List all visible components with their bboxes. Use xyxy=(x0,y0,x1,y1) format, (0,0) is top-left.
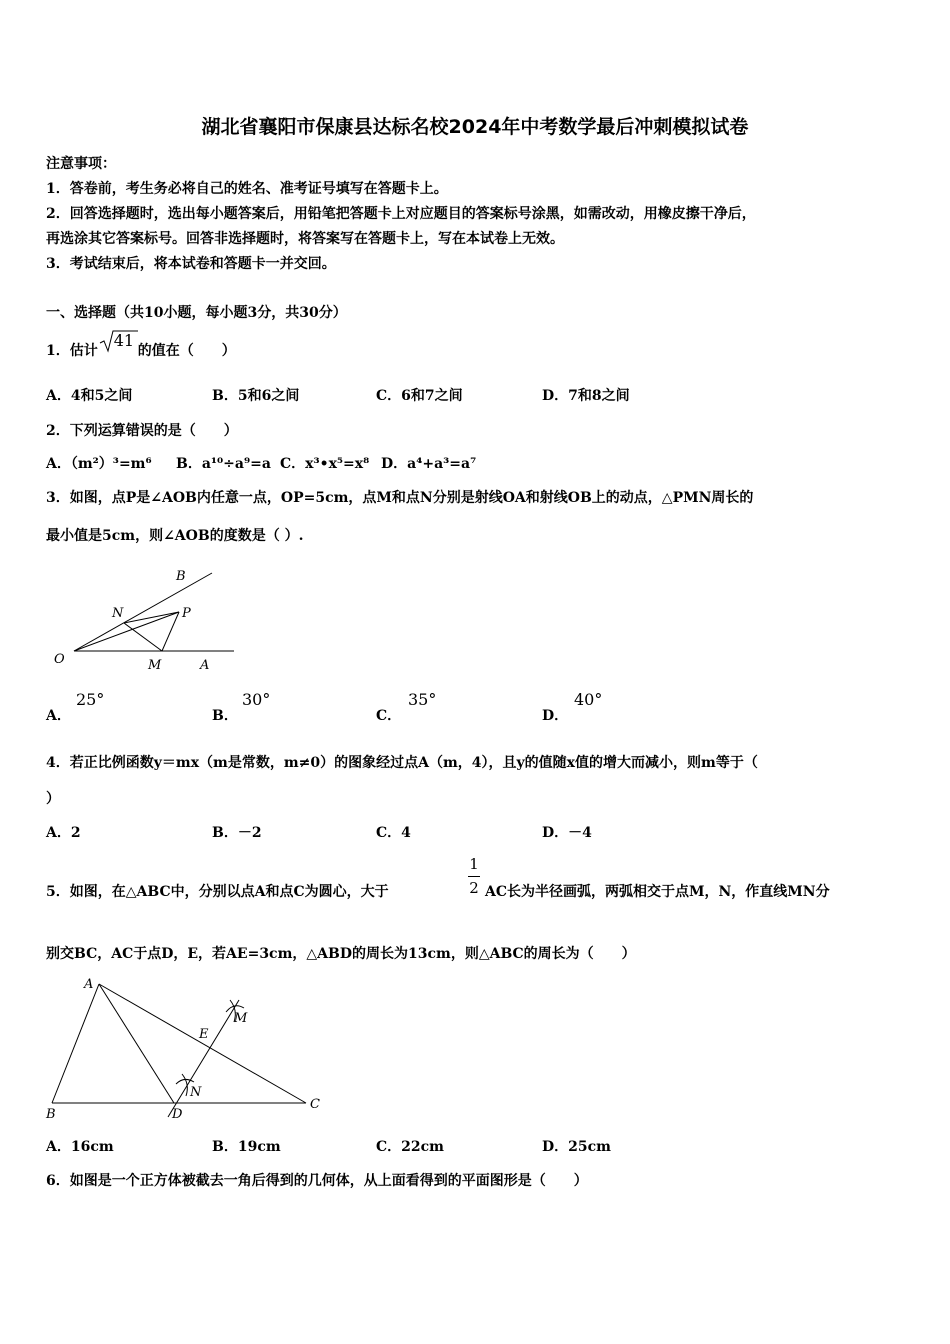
label-b: B xyxy=(46,1107,56,1122)
question-1-stem xyxy=(46,331,236,360)
label-m: M xyxy=(148,658,162,673)
page-title: 湖北省襄阳市保康县达标名校2024年中考数学最后冲刺模拟试卷 xyxy=(201,116,749,138)
question-2-stem: 2．下列运算错误的是（ ） xyxy=(46,423,238,439)
label-o: O xyxy=(54,652,65,667)
q3-option-c-value: 35° xyxy=(408,690,437,709)
question-5-line-2: 别交BC，AC于点D，E，若AE=3cm，△ABD的周长为13cm，则△ABC的周长为（ ） xyxy=(46,946,636,962)
q3-option-c-letter: C． xyxy=(376,708,402,724)
fraction-numerator: 1 xyxy=(469,855,479,873)
fraction-bar xyxy=(468,876,480,877)
radicand: 41 xyxy=(113,331,135,350)
question-5-line-1-prefix: 5．如图，在△ABC中，分别以点A和点C为圆心，大于 xyxy=(46,884,389,900)
label-d: D xyxy=(172,1107,183,1122)
q3-option-b-value: 30° xyxy=(242,690,271,709)
segment-nm xyxy=(124,623,162,651)
q2-option-c: C．x³•x⁵=x⁸ xyxy=(280,456,370,472)
question-1-suffix: 的值在（ ） xyxy=(137,343,236,359)
sqrt-expression xyxy=(98,331,138,357)
segment-ad xyxy=(99,984,174,1103)
q5-option-a: A．16cm xyxy=(46,1139,114,1155)
notice-heading: 注意事项： xyxy=(46,156,116,172)
q2-option-b: B．a¹⁰÷a⁹=a xyxy=(176,456,271,472)
q4-option-b: B．－2 xyxy=(212,825,262,841)
section-heading: 一、选择题（共10小题，每小题3分，共30分） xyxy=(46,305,347,321)
q3-option-d-value: 40° xyxy=(574,690,603,709)
label-c: C xyxy=(310,1097,320,1112)
fraction-denominator: 2 xyxy=(469,879,479,897)
arc-n xyxy=(176,1079,194,1084)
label-a: A xyxy=(84,977,94,992)
side-ab xyxy=(52,984,99,1103)
segment-np xyxy=(124,612,179,623)
q5-option-d: D．25cm xyxy=(542,1139,611,1155)
question-1-prefix: 1．估计 xyxy=(46,343,98,359)
ray-ob xyxy=(74,573,212,651)
notice-item-3: 3．考试结束后，将本试卷和答题卡一并交回。 xyxy=(46,256,336,272)
question-4-line-1: 4．若正比例函数y＝mx（m是常数，m≠0）的图象经过点A（m，4），且y的值随x值的增大而减小，则m等于（ xyxy=(46,755,758,771)
q1-option-d: D．7和8之间 xyxy=(542,388,630,404)
label-n: N xyxy=(190,1085,202,1100)
notice-item-2a: 2．回答选择题时，选出每小题答案后，用铅笔把答题卡上对应题目的答案标号涂黑，如需改动，用橡皮擦干净后， xyxy=(46,206,756,222)
q4-option-c: C．4 xyxy=(376,825,411,841)
q5-option-b: B．19cm xyxy=(212,1139,281,1155)
q4-option-a: A．2 xyxy=(46,825,81,841)
q3-option-a-letter: A． xyxy=(46,708,71,724)
q2-option-d: D．a⁴+a³=a⁷ xyxy=(381,456,477,472)
label-p: P xyxy=(182,606,191,621)
q5-option-c: C．22cm xyxy=(376,1139,444,1155)
notice-item-2b: 再选涂其它答案标号。回答非选择题时，将答案写在答题卡上，写在本试卷上无效。 xyxy=(46,231,564,247)
q4-option-d: D．－4 xyxy=(542,825,592,841)
label-m: M xyxy=(234,1011,248,1026)
q1-option-b: B．5和6之间 xyxy=(212,388,300,404)
segment-op xyxy=(74,612,179,651)
notice-item-1: 1．答卷前，考生务必将自己的姓名、准考证号填写在答题卡上。 xyxy=(46,181,448,197)
q3-option-b-letter: B． xyxy=(212,708,238,724)
label-e: E xyxy=(199,1027,209,1042)
label-n: N xyxy=(112,606,124,621)
q2-option-a: A．（m²）³=m⁶ xyxy=(46,456,152,472)
question-3-line-1: 3．如图，点P是∠AOB内任意一点，OP=5cm，点M和点N分别是射线OA和射线OB上的动点，△PMN周长的 xyxy=(46,490,754,506)
q3-option-a-value: 25° xyxy=(76,690,105,709)
q1-option-c: C．6和7之间 xyxy=(376,388,463,404)
q5-triangle-figure xyxy=(44,972,334,1122)
question-5-line-1-suffix: AC长为半径画弧，两弧相交于点M，N，作直线MN分 xyxy=(485,884,830,900)
question-6-stem: 6．如图是一个正方体被截去一角后得到的几何体，从上面看得到的平面图形是（ ） xyxy=(46,1173,588,1189)
side-ac xyxy=(99,984,306,1103)
label-b: B xyxy=(176,569,186,584)
q3-angle-figure xyxy=(48,565,248,680)
question-4-line-2: ） xyxy=(46,791,60,807)
q3-option-d-letter: D． xyxy=(542,708,569,724)
q1-option-a: A．4和5之间 xyxy=(46,388,133,404)
question-3-line-2: 最小值是5cm，则∠AOB的度数是（ ）. xyxy=(46,528,304,544)
label-a: A xyxy=(200,658,210,673)
